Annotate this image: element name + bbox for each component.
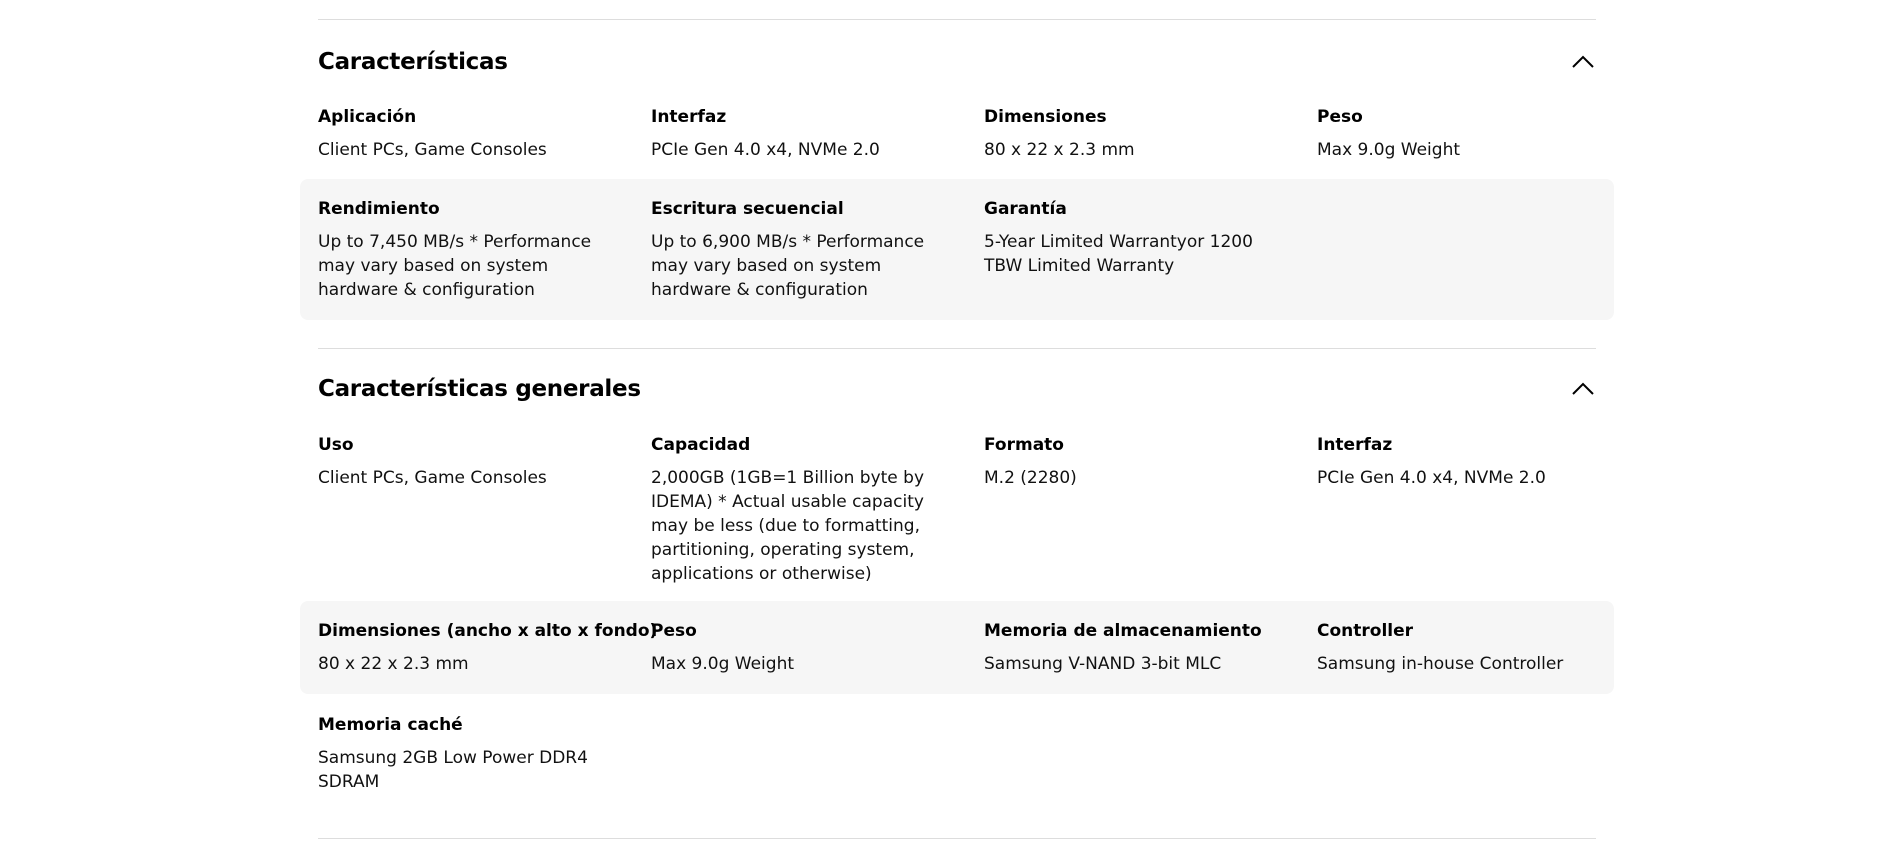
spec-value: Samsung in-house Controller [1317, 654, 1564, 674]
chevron-up-icon [1570, 376, 1596, 402]
spec-item-dimensiones [318, 619, 658, 676]
spec-item-memoria-almacenamiento [984, 619, 1284, 676]
section-title-caracteristicas[interactable]: Características [318, 49, 508, 75]
spec-value: 5-Year Limited Warrantyor 1200 TBW Limited Warranty [984, 232, 1253, 276]
chevron-up-icon [1570, 49, 1596, 75]
spec-value: 80 x 22 x 2.3 mm [984, 140, 1135, 160]
spec-item-garantia [984, 197, 1284, 278]
spec-item-escritura-secuencial [651, 197, 951, 302]
spec-item-formato [984, 433, 1284, 490]
spec-item-aplicacion [318, 105, 618, 162]
spec-item-peso [651, 619, 951, 676]
spec-row-shaded [300, 601, 1614, 694]
spec-value: M.2 (2280) [984, 468, 1077, 488]
spec-label: Interfaz [651, 107, 727, 127]
spec-label: Formato [984, 435, 1064, 455]
top-divider [318, 19, 1596, 20]
bottom-divider [318, 838, 1596, 839]
spec-value: PCIe Gen 4.0 x4, NVMe 2.0 [651, 140, 880, 160]
spec-value: Samsung V-NAND 3-bit MLC [984, 654, 1222, 674]
spec-value: Up to 6,900 MB/s * Performance may vary based on system hardware & configuration [651, 232, 925, 300]
spec-row [300, 96, 1614, 164]
spec-label: Peso [651, 621, 697, 641]
spec-label: Memoria caché [318, 715, 463, 735]
spec-label: Rendimiento [318, 199, 440, 219]
spec-row [300, 425, 1614, 593]
spec-value: 80 x 22 x 2.3 mm [318, 654, 469, 674]
spec-value: Max 9.0g Weight [651, 654, 795, 674]
spec-label: Uso [318, 435, 354, 455]
spec-label: Dimensiones [984, 107, 1107, 127]
spec-value: Client PCs, Game Consoles [318, 468, 547, 488]
spec-value: Samsung 2GB Low Power DDR4 SDRAM [318, 748, 588, 792]
collapse-caracteristicas-button[interactable] [1570, 49, 1596, 75]
section-divider [318, 348, 1596, 349]
spec-item-interfaz [651, 105, 951, 162]
spec-label: Aplicación [318, 107, 417, 127]
spec-row [300, 702, 1614, 802]
spec-label: Capacidad [651, 435, 751, 455]
spec-item-peso [1317, 105, 1617, 162]
spec-value: Max 9.0g Weight [1317, 140, 1461, 160]
spec-label: Interfaz [1317, 435, 1393, 455]
spec-value: PCIe Gen 4.0 x4, NVMe 2.0 [1317, 468, 1546, 488]
spec-value: Up to 7,450 MB/s * Performance may vary based on system hardware & configuration [318, 232, 592, 300]
spec-item-rendimiento [318, 197, 618, 302]
spec-item-capacidad [651, 433, 951, 586]
section-title-caracteristicas-generales[interactable]: Características generales [318, 376, 641, 402]
spec-item-uso [318, 433, 618, 490]
spec-item-memoria-cache [318, 713, 618, 794]
spec-row-shaded [300, 179, 1614, 320]
spec-value: Client PCs, Game Consoles [318, 140, 547, 160]
spec-label: Dimensiones (ancho x alto x fondo) [318, 621, 658, 641]
spec-label: Memoria de almacenamiento [984, 621, 1262, 641]
spec-value: 2,000GB (1GB=1 Billion byte by IDEMA) * Actual usable capacity may be less (due to formatting, partitioning, operating system, applications or otherwise) [651, 468, 925, 584]
spec-label: Peso [1317, 107, 1363, 127]
spec-item-interfaz [1317, 433, 1617, 490]
spec-label: Garantía [984, 199, 1067, 219]
spec-label: Controller [1317, 621, 1414, 641]
spec-label: Escritura secuencial [651, 199, 844, 219]
collapse-caracteristicas-generales-button[interactable] [1570, 376, 1596, 402]
spec-item-dimensiones [984, 105, 1284, 162]
spec-item-controller [1317, 619, 1617, 676]
